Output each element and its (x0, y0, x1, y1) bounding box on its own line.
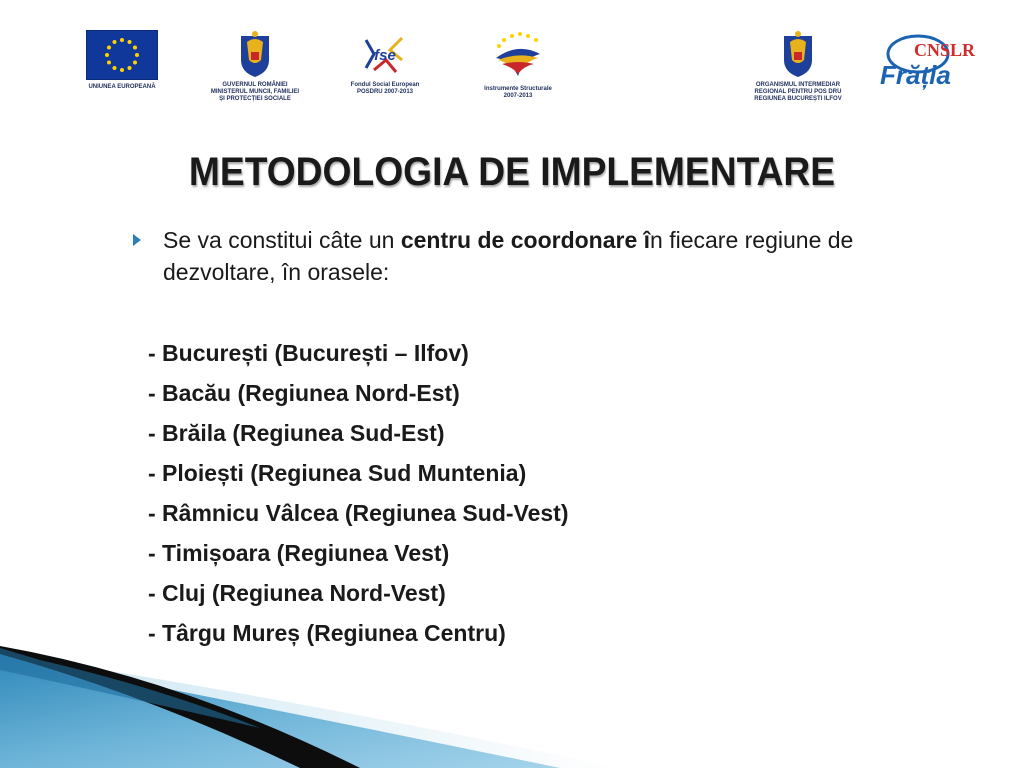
list-item: - București (București – Ilfov) (148, 340, 469, 366)
bullet-text (163, 224, 893, 288)
fse-logo (340, 30, 430, 96)
eu-flag-icon (86, 30, 158, 80)
eu-star (135, 53, 139, 57)
caption-line: ORGANISMUL INTERMEDIAR (755, 82, 841, 88)
logo-bar (0, 0, 1024, 130)
slide-title: METODOLOGIA DE IMPLEMENTARE (188, 150, 836, 194)
intermediate-body-logo (748, 30, 848, 103)
fratia-text: Frăția (880, 60, 951, 90)
bullet-item (133, 224, 893, 288)
caption-line: Instrumente Structurale (484, 86, 552, 92)
caption-line: REGIONAL PENTRU POS DRU (754, 89, 842, 95)
list-item: - Târgu Mureș (Regiunea Centru) (148, 620, 506, 646)
eu-star (113, 66, 117, 70)
romania-crest-icon (238, 30, 272, 78)
cnslr-fratia-logo (878, 30, 978, 90)
caption-line: ȘI PROTECȚIEI SOCIALE (219, 96, 291, 102)
list-item: - Bacău (Regiunea Nord-Est) (148, 380, 460, 406)
government-logo (205, 30, 305, 103)
caption-line: 2007-2013 (503, 93, 533, 99)
government-caption (211, 82, 299, 103)
list-item: - Ploiești (Regiunea Sud Muntenia) (148, 460, 527, 486)
caption-line: POSDRU 2007-2013 (356, 89, 413, 95)
bullet-arrow-icon (133, 234, 141, 246)
caption-line: GUVERNUL ROMÂNIEI (222, 82, 288, 88)
svg-text:fse: fse (374, 47, 396, 64)
caption-line: MINISTERUL MUNCII, FAMILIEI (210, 89, 300, 95)
structural-instruments-logo (475, 30, 561, 100)
list-item: - Râmnicu Vâlcea (Regiunea Sud-Vest) (148, 500, 569, 526)
romania-crest-icon (781, 30, 815, 78)
list-item: - Cluj (Regiunea Nord-Vest) (148, 580, 446, 606)
list-item: - Brăila (Regiunea Sud-Est) (148, 420, 445, 446)
list-item: - Timișoara (Regiunea Vest) (148, 540, 450, 566)
cnslr-text: CNSLR (914, 40, 976, 60)
eu-star (133, 61, 137, 65)
fse-icon (360, 30, 410, 78)
eu-star (113, 40, 117, 44)
eu-star (133, 46, 137, 50)
intermediate-body-caption (754, 82, 841, 103)
structural-instruments-icon (490, 30, 546, 82)
bullet-text-part: Se va constitui câte un (163, 227, 401, 253)
structural-instruments-caption (484, 86, 552, 100)
eu-star (107, 61, 111, 65)
eu-logo (84, 30, 160, 91)
eu-star (128, 40, 132, 44)
bullet-text-part: n fiecare regiune de dezvoltare, în orasele: (163, 227, 854, 285)
caption-line: Fondul Social European (350, 82, 420, 88)
bullet-text-bold: centru de coordonare î (400, 227, 651, 253)
fse-caption (351, 82, 420, 96)
eu-star (128, 66, 132, 70)
eu-caption: UNIUNEA EUROPEANĂ (88, 84, 156, 90)
eu-star (120, 68, 124, 72)
caption-line: REGIUNEA BUCUREȘTI ILFOV (754, 96, 842, 102)
decorative-swoosh (0, 560, 1024, 768)
eu-star (107, 46, 111, 50)
eu-star (105, 53, 109, 57)
eu-star (120, 38, 124, 42)
